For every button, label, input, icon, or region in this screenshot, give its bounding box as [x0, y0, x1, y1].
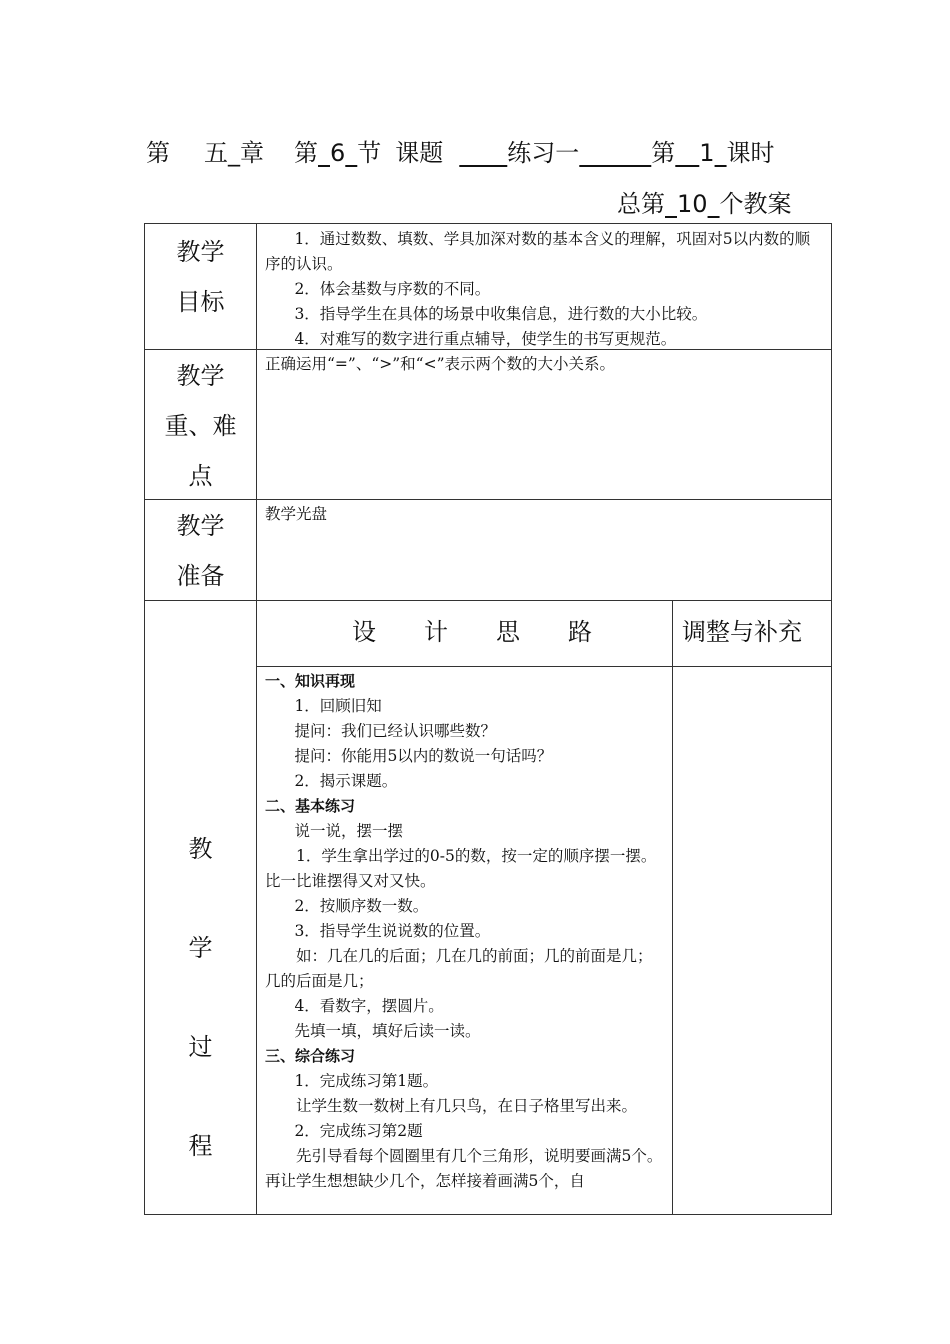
key-points-content — [265, 352, 825, 377]
process-line: 1．完成练习第1题。 — [294, 1072, 439, 1090]
goal-item: 1．通过数数、填数、学具加深对数的基本含义的理解，巩固对5以内数的顺序的认识。 — [265, 230, 811, 273]
column-divider — [256, 223, 257, 1215]
total-plan-count — [617, 184, 950, 219]
process-line: 1．回顾旧知 — [294, 697, 382, 715]
lesson-prefix: 第 — [651, 139, 676, 167]
process-heading: 二、基本练习 — [265, 797, 356, 815]
process-line: 说一说，摆一摆 — [294, 822, 403, 840]
preparation-content — [265, 502, 825, 527]
process-line: 提问：你能用5以内的数说一句话吗？ — [294, 747, 553, 765]
process-line: 提问：我们已经认识哪些数？ — [294, 722, 496, 740]
process-line: 1．学生拿出学过的0-5的数，按一定的顺序摆一摆。比一比谁摆得又对又快。 — [265, 847, 657, 890]
process-line: 先引导看每个圆圈里有几个三角形，说明要画满5个。再让学生想想缺少几个，怎样接着画满5个，自 — [265, 1147, 663, 1190]
preparation-text: 教学光盘 — [265, 505, 328, 523]
lesson-number: 1 — [699, 139, 715, 167]
total-number: 10 — [677, 190, 708, 218]
process-line: 3．指导学生说说数的位置。 — [294, 922, 491, 940]
process-label: 教 学 过 程 — [188, 835, 213, 1160]
goal-item: 3．指导学生在具体的场景中收集信息，进行数的大小比较。 — [294, 305, 708, 323]
row-divider — [256, 666, 832, 667]
section-suffix: 节 — [357, 139, 382, 167]
lesson-header — [146, 133, 950, 168]
total-suffix: 个教案 — [719, 190, 792, 218]
process-line: 让学生数一数树上有几只鸟，在日子格里写出来。 — [296, 1097, 638, 1115]
process-line: 4．看数字，摆圆片。 — [294, 997, 444, 1015]
goals-content — [265, 227, 825, 352]
topic-value: 练习一 — [507, 139, 580, 167]
goal-item: 2．体会基数与序数的不同。 — [294, 280, 491, 298]
table-border-top — [144, 223, 832, 224]
process-line: 2．按顺序数一数。 — [294, 897, 429, 915]
process-content — [265, 669, 665, 1194]
key-points-text: 正确运用“=”、“>”和“<”表示两个数的大小关系。 — [265, 355, 616, 373]
goals-label: 教学 目标 — [176, 238, 225, 316]
key-points-label: 教学 重、难 点 — [164, 362, 237, 490]
table-border-right — [831, 223, 832, 1215]
goal-item: 4．对难写的数字进行重点辅导，使学生的书写更规范。 — [294, 330, 677, 348]
process-heading: 三、综合练习 — [265, 1047, 356, 1065]
chapter-prefix: 第 — [146, 139, 170, 167]
table-border-bottom — [144, 1214, 832, 1215]
process-heading: 一、知识再现 — [265, 672, 356, 690]
preparation-label: 教学 准备 — [176, 512, 225, 590]
design-column-header: 设 计 思 路 — [352, 618, 592, 646]
column-divider — [672, 600, 673, 1215]
process-line: 2．揭示课题。 — [294, 772, 398, 790]
process-line: 先填一填，填好后读一读。 — [294, 1022, 481, 1040]
lesson-suffix: 课时 — [726, 139, 775, 167]
topic-label: 课题 — [395, 139, 444, 167]
process-line: 如：几在几的后面；几在几的前面；几的前面是几；几的后面是几； — [265, 947, 653, 990]
section-prefix: 第 — [294, 139, 318, 167]
chapter-number: 五_章 — [204, 139, 264, 167]
section-number: 6 — [330, 139, 346, 167]
adjust-column-header: 调整与补充 — [682, 618, 802, 646]
process-line: 2．完成练习第2题 — [294, 1122, 423, 1140]
total-prefix: 总第 — [617, 190, 665, 218]
